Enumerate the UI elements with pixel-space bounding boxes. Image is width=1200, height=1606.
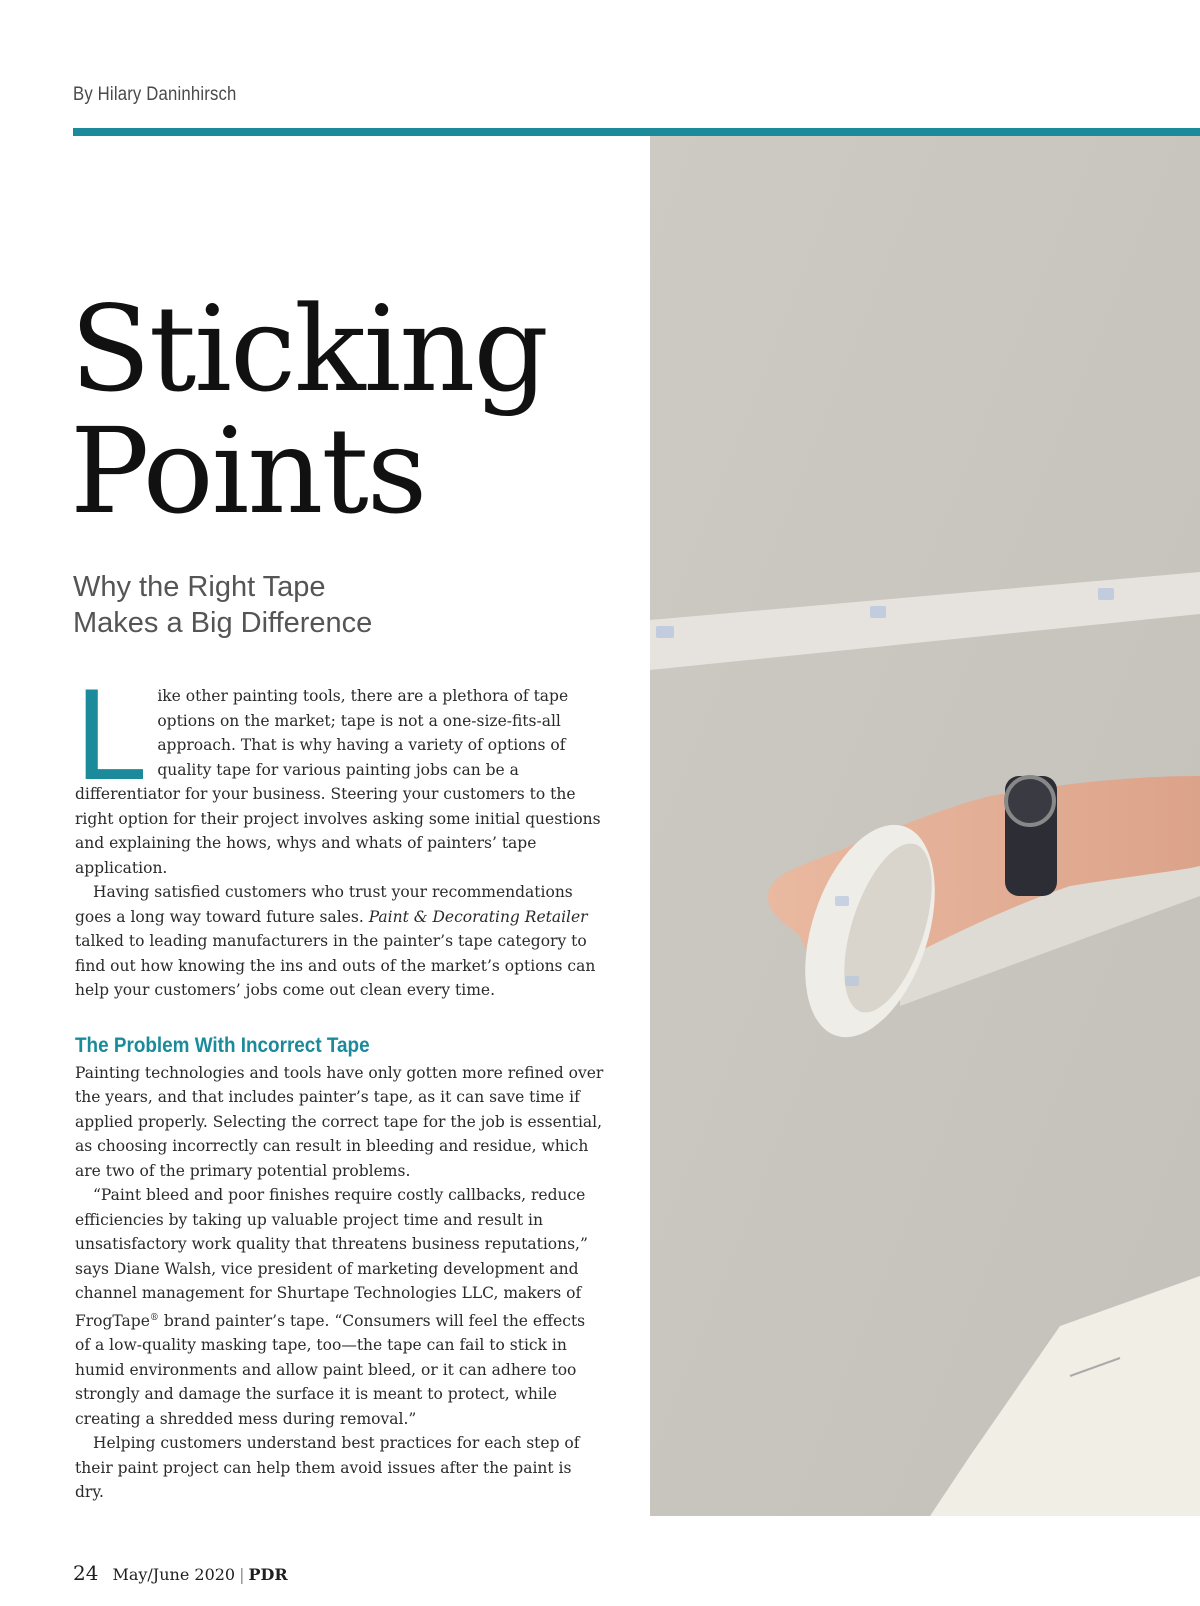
watch-face bbox=[1006, 777, 1054, 825]
page-number: 24 bbox=[73, 1561, 99, 1585]
subtitle-line-2: Makes a Big Difference bbox=[73, 607, 373, 639]
page-footer bbox=[73, 1561, 288, 1585]
p2-text-end: talked to leading manufacturers in the painter’s tape category to find out how knowing the ins and outs of the market’s options can help your customers’ jobs come out clean every time. bbox=[75, 932, 596, 999]
title-line-1: Sticking bbox=[70, 280, 547, 418]
article-subtitle bbox=[73, 569, 372, 641]
byline: By Hilary Daninhirsch bbox=[73, 84, 237, 105]
paragraph-3: Painting technologies and tools have only gotten more refined over the years, and that includes painter’s tape, as it can save time if applied properly. Selecting the correct tape for the job is essential, as choosing incorrectly can result in bleeding and residue, which are two of the primary potential problems. bbox=[75, 1063, 604, 1180]
p2-text-start: Having satisfied customers who trust your recommendations goes a long way toward future sales. bbox=[75, 883, 573, 926]
intro-text: ike other painting tools, there are a plethora of tape options on the market; tape is not a one-size-fits-all approach. That is why having a variety of options of quality tape for various painting jobs can be a differentiator for your business. Steering your customers to the right option for their project involves asking some initial questions and explaining the hows, whys and whats of painters’ tape application. bbox=[75, 687, 601, 877]
p4-text-end: brand painter’s tape. “Consumers will feel the effects of a low-quality masking tape, too—the tape can fail to stick in humid environments and allow paint bleed, or it can adhere too strongly and damage the surface it is meant to protect, while creating a shredded mess during removal.” bbox=[75, 1311, 586, 1428]
issue-date: May/June 2020 bbox=[112, 1565, 236, 1584]
photo-illustration bbox=[650, 136, 1200, 1516]
subtitle-line-1: Why the Right Tape bbox=[73, 571, 326, 603]
paragraph-5: Helping customers understand best practices for each step of their paint project can help them avoid issues after the paint is dry. bbox=[75, 1434, 580, 1502]
paragraph-intro bbox=[75, 661, 605, 880]
title-line-2: Points bbox=[70, 402, 426, 540]
article-photo bbox=[650, 136, 1200, 1516]
p4-text-start: “Paint bleed and poor finishes require costly callbacks, reduce efficiencies by taking up valuable project time and result in unsatisfactory work quality that threatens business reputations,” says Diane Walsh, vice president of marketing development and channel management for Shurtape Technologies LLC, makers of FrogTape bbox=[75, 1186, 588, 1330]
registered-mark: ® bbox=[149, 1312, 159, 1323]
article-body bbox=[75, 661, 605, 1505]
article-title bbox=[70, 280, 547, 540]
drop-cap: L bbox=[75, 661, 148, 807]
section-heading: The Problem With Incorrect Tape bbox=[75, 1033, 370, 1057]
paragraph-4 bbox=[75, 1183, 605, 1431]
header-rule bbox=[73, 128, 1200, 136]
publication-name: Paint & Decorating Retailer bbox=[368, 907, 588, 926]
publication-mark: PDR bbox=[248, 1565, 288, 1584]
footer-separator: | bbox=[239, 1565, 245, 1584]
paragraph-2 bbox=[75, 880, 605, 1003]
